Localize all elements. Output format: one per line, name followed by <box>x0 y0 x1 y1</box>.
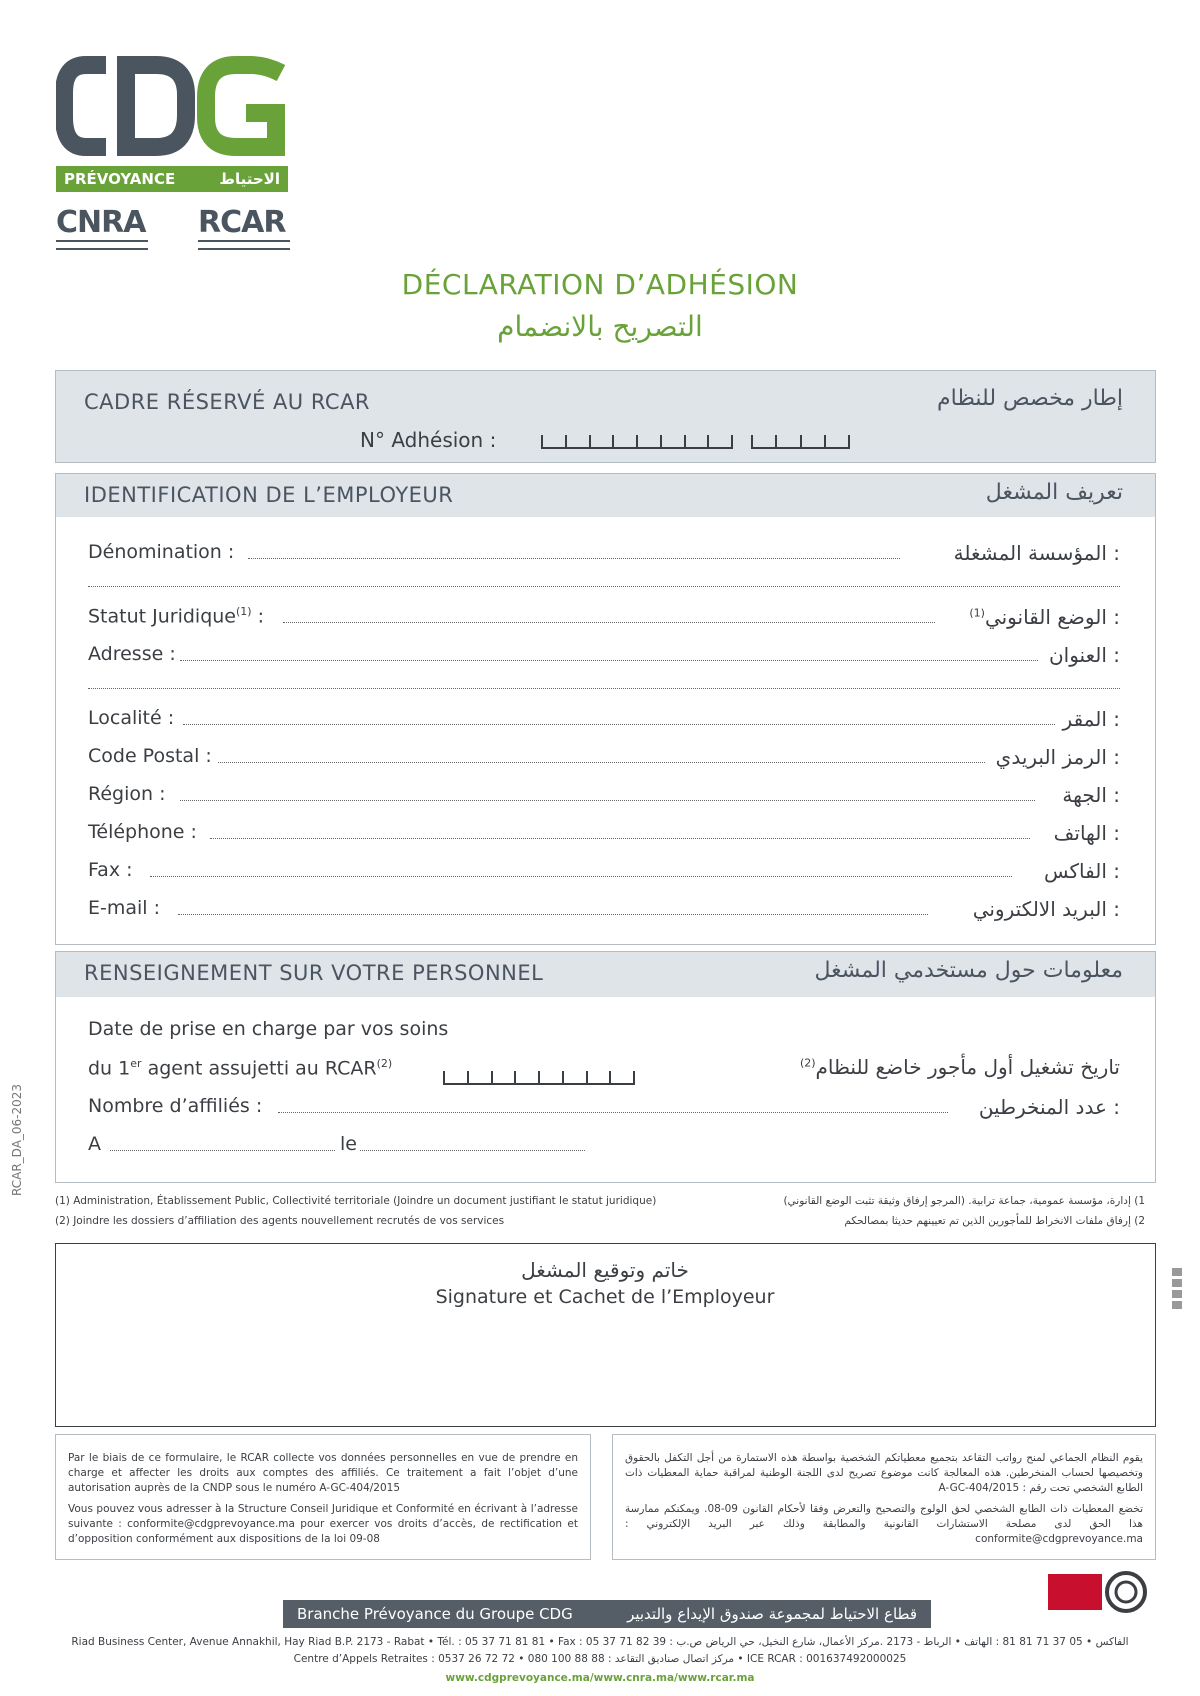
field-code-postal[interactable] <box>88 745 1120 775</box>
localite-label-ar: : المقر <box>1062 707 1120 731</box>
denomination-line2[interactable] <box>88 586 1120 587</box>
field-a-le[interactable] <box>88 1133 1120 1163</box>
prevoyance-banner <box>56 166 288 192</box>
email-label: E-mail : <box>88 897 161 919</box>
footer-banner <box>283 1600 931 1628</box>
region-label: Région : <box>88 783 166 805</box>
statut-label-ar: : الوضع القانوني$^{(1)}$ <box>969 605 1120 629</box>
cnra-logo <box>56 205 148 250</box>
telephone-label-ar: : الهاتف <box>1053 821 1120 845</box>
form-title-ar: التصريح بالانضمام <box>497 310 703 343</box>
field-telephone[interactable] <box>88 821 1120 851</box>
adhesion-number-field-b[interactable] <box>751 427 850 449</box>
a-label: A <box>88 1133 101 1155</box>
cnra-logo-text: CNRA <box>56 205 146 240</box>
rcar-logo <box>198 205 290 250</box>
footer-address: Riad Business Center, Avenue Annakhil, Hay Riad B.P. 2173 - Rabat • Tél. : 05 37 71 81 81 • Fax : 05 37 71 82 39 : الفاكس • 05 37 71 81 81 : الهاتف • الرباط - 2173 .مركز الأعمال، شارع النخيل، حي الرياض ص.ب <box>71 1636 1129 1648</box>
fax-label: Fax : <box>88 859 133 881</box>
footnote-2-ar: 2) إرفاق ملفات الانخراط للمأجورين الذين تم تعيينهم حديثا بمصالحكم <box>844 1215 1145 1227</box>
code-postal-label: Code Postal : <box>88 745 212 767</box>
certification-badge <box>1048 1574 1102 1610</box>
adhesion-label: N° Adhésion : <box>360 428 497 452</box>
footer-banner-ar: قطاع الاحتياط لمجموعة صندوق الإيداع والتدبير <box>627 1605 917 1623</box>
field-adresse[interactable] <box>88 643 1120 673</box>
certification-seal-icon <box>1104 1570 1148 1614</box>
privacy-fr-1: Par le biais de ce formulaire, le RCAR collecte vos données personnelles en vue de prendre en charge et affecter les droits aux comptes des affiliés. Ce traitement a fait l’objet d’une autorisation auprès de la CNDP sous le numéro A-GC-404/2015 <box>68 1452 578 1494</box>
field-statut-juridique[interactable] <box>88 605 1120 635</box>
field-nombre-affilies[interactable] <box>88 1095 1120 1125</box>
prevoyance-ar: الاحتياط <box>219 170 280 188</box>
localite-label: Localité : <box>88 707 175 729</box>
footnote-2-fr: (2) Joindre les dossiers d’affiliation des agents nouvellement recrutés de vos services <box>55 1215 505 1227</box>
adresse-label: Adresse : <box>88 643 176 665</box>
date-prise-charge-line1: Date de prise en charge par vos soins <box>88 1018 449 1040</box>
denomination-label: Dénomination : <box>88 541 235 563</box>
privacy-box-ar <box>612 1434 1156 1560</box>
field-localite[interactable] <box>88 707 1120 737</box>
footnote-1-ar: 1) إدارة، مؤسسة عمومية، جماعة ترابية. (المرجو إرفاق وثيقة تثبت الوضع القانوني) <box>783 1195 1145 1207</box>
margin-mark <box>1172 1268 1182 1310</box>
code-postal-label-ar: : الرمز البريدي <box>995 745 1120 769</box>
personnel-header-fr: RENSEIGNEMENT SUR VOTRE PERSONNEL <box>84 961 544 985</box>
cdg-logo <box>56 55 291 160</box>
employer-header-ar: تعريف المشغل <box>985 480 1123 505</box>
signature-label-ar: خاتم وتوقيع المشغل <box>521 1258 689 1282</box>
rcar-logo-text: RCAR <box>198 205 286 240</box>
denomination-label-ar: : المؤسسة المشغلة <box>953 541 1120 565</box>
field-denomination[interactable] <box>88 541 1120 571</box>
region-label-ar: : الجهة <box>1062 783 1120 807</box>
personnel-header-ar: معلومات حول مستخدمي المشغل <box>814 958 1123 983</box>
reserved-header-ar: إطار مخصص للنظام <box>937 386 1123 411</box>
footer-call-center: Centre d’Appels Retraites : 0537 26 72 72 • 080 100 88 88 : مركز اتصال صناديق التقاعد • ICE RCAR : 001637492000025 <box>293 1653 907 1665</box>
privacy-ar-2: تخضع المعطيات ذات الطابع الشخصي لحق الولوج والتصحيح والتعرض وفقا لأحكام القانون 09-08. ويمكنكم ممارسة هذا الحق لدى مصلحة الاستشارات القانونية والمطابقة وذلك عبر البريد الإلكتروني : conformite@cdgprevoyance.ma <box>625 1503 1143 1545</box>
employer-header-fr: IDENTIFICATION DE L’EMPLOYEUR <box>84 483 454 507</box>
footer-banner-fr: Branche Prévoyance du Groupe CDG <box>297 1605 573 1623</box>
privacy-fr-2: Vous pouvez vous adresser à la Structure Conseil Juridique et Conformité en écrivant à l’adresse suivante : conformite@cdgprevoyance.ma pour exercer vos droits d’accès, de rectification et d’opposition conformément aux dispositions de la loi 09-08 <box>68 1503 578 1545</box>
date-prise-charge-line2: du 1er agent assujetti au RCAR$^{(2)}$ <box>88 1057 393 1080</box>
footnote-1-fr: (1) Administration, Établissement Public, Collectivité territoriale (Joindre un document justifiant le statut juridique) <box>55 1195 657 1207</box>
field-email[interactable] <box>88 897 1120 927</box>
privacy-box-fr <box>55 1434 591 1560</box>
field-fax[interactable] <box>88 859 1120 889</box>
affilies-label: Nombre d’affiliés : <box>88 1095 263 1117</box>
document-reference: RCAR_DA_06-2023 <box>10 1083 24 1196</box>
reserved-header-fr: CADRE RÉSERVÉ AU RCAR <box>84 390 371 414</box>
privacy-ar-1: يقوم النظام الجماعي لمنح رواتب التقاعد بتجميع معطياتكم الشخصية بواسطة هذه الاستمارة من أجل التكفل بالحقوق وتخصيصها لحساب المنخرطين. هذه المعالجة كانت موضوع تصريح لدى اللجنة الوطنية لمراقبة حماية المعطيات ذات الطابع الشخصي تحت رقم : A-GC-404/2015 <box>625 1452 1143 1494</box>
adresse-line2[interactable] <box>88 688 1120 689</box>
form-title-fr: DÉCLARATION D’ADHÉSION <box>401 268 799 301</box>
telephone-label: Téléphone : <box>88 821 197 843</box>
fax-label-ar: : الفاكس <box>1044 859 1120 883</box>
adhesion-number-field-a[interactable] <box>541 427 733 449</box>
date-prise-charge-field[interactable] <box>443 1063 635 1085</box>
prevoyance-fr: PRÉVOYANCE <box>64 170 176 188</box>
signature-label-fr: Signature et Cachet de l’Employeur <box>435 1286 775 1308</box>
affilies-label-ar: : عدد المنخرطين <box>978 1095 1120 1119</box>
statut-label: Statut Juridique$^{(1)}$ : <box>88 605 265 628</box>
email-label-ar: : البريد الالكتروني <box>972 897 1120 921</box>
date-prise-charge-ar: تاريخ تشغيل أول مأجور خاضع للنظام$^{(2)}$ <box>799 1055 1120 1079</box>
footer-websites[interactable]: www.cdgprevoyance.ma/www.cnra.ma/www.rcar.ma <box>445 1672 755 1684</box>
reserved-frame <box>55 370 1156 463</box>
field-region[interactable] <box>88 783 1120 813</box>
adresse-label-ar: : العنوان <box>1048 643 1120 667</box>
le-label: le <box>340 1133 357 1155</box>
